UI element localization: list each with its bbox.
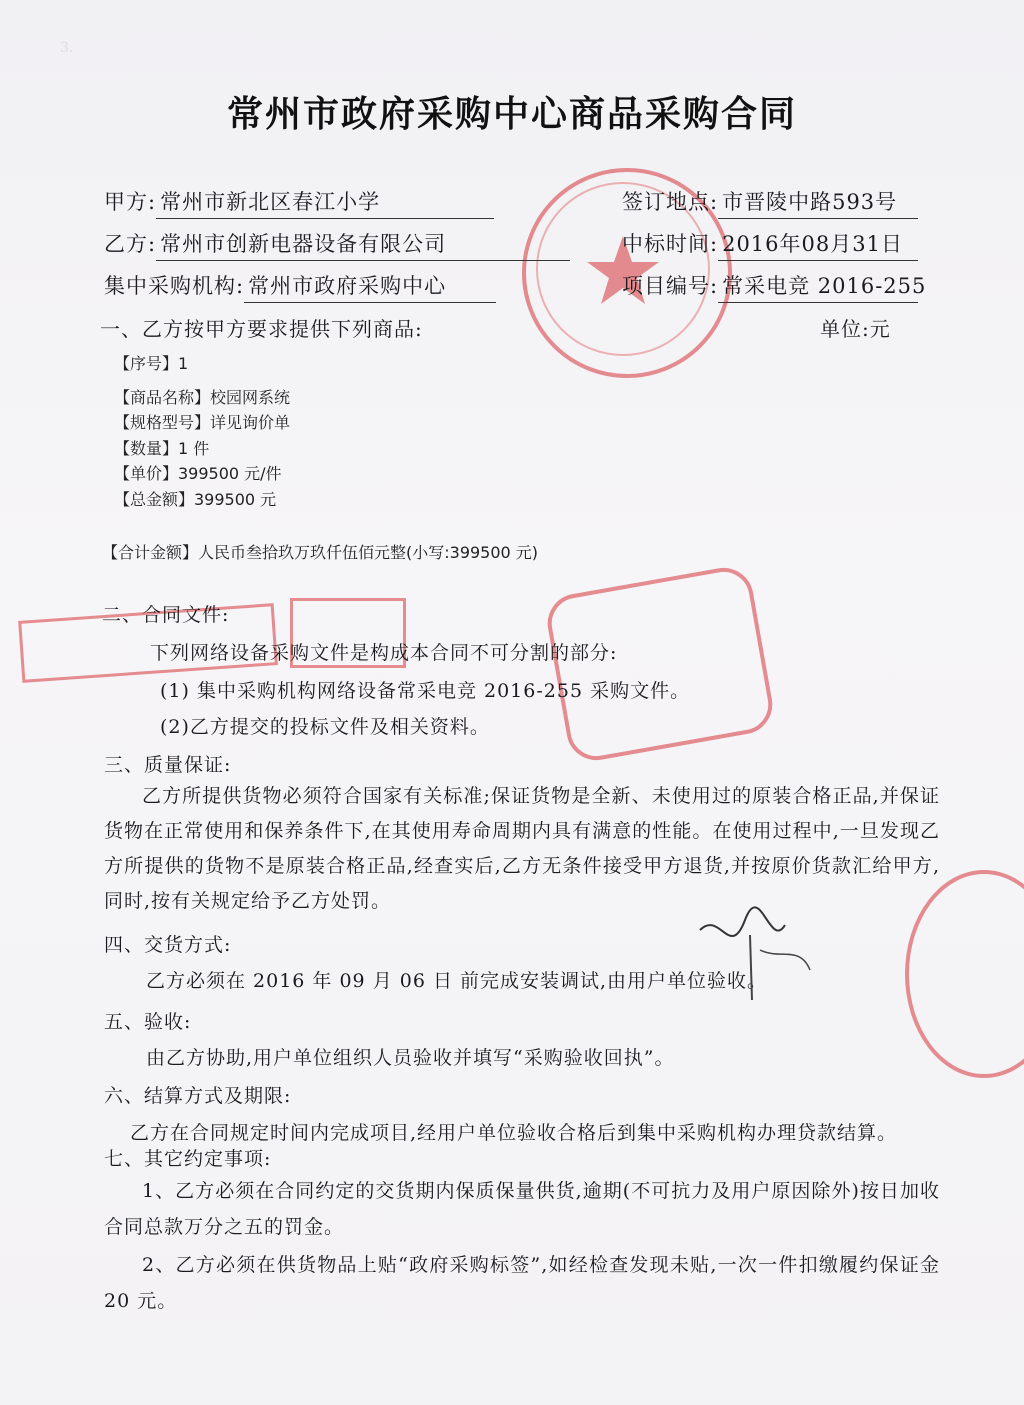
section7-heading: 七、其它约定事项:	[104, 1148, 272, 1170]
section6-text: 乙方在合同规定时间内完成项目,经用户单位验收合格后到集中采购机构办理贷款结算。	[130, 1122, 898, 1144]
sign-place-value: 市晋陵中路593号	[718, 186, 918, 219]
award-time-field	[622, 228, 918, 261]
section4-heading: 四、交货方式:	[104, 934, 232, 956]
sign-place-label: 签订地点:	[622, 190, 719, 214]
section5-heading: 五、验收:	[104, 1011, 192, 1033]
project-no-label: 项目编号:	[622, 274, 719, 298]
section4-text: 乙方必须在 2016 年 09 月 06 日 前完成安装调试,由用户单位验收。	[146, 970, 768, 992]
project-no-value: 常采电竞 2016-255	[718, 270, 918, 303]
project-no-field	[622, 270, 927, 303]
party-a-field	[104, 186, 494, 219]
party-a-value: 常州市新北区春江小学	[156, 186, 494, 219]
bleed-through-text: 3.	[60, 40, 190, 56]
item-name: 【商品名称】校园网系统	[114, 388, 291, 407]
party-a-label: 甲方:	[104, 190, 157, 214]
section3-heading: 三、质量保证:	[104, 754, 232, 776]
section3-text: 乙方所提供货物必须符合国家有关标准;保证货物是全新、未使用过的原装合格正品,并保证货物在正常使用和保养条件下,在其使用寿命周期内具有满意的性能。在使用过程中,一旦发现乙方所提供的货物不是原装合格正品,经查实后,乙方无条件接受甲方退货,并按原价货款汇给甲方,同时,按有关规定给予乙方处罚。	[104, 785, 940, 912]
agency-value: 常州市政府采购中心	[244, 270, 496, 303]
section1-heading: 一、乙方按甲方要求提供下列商品:	[100, 317, 423, 341]
section2-intro: 下列网络设备采购文件是构成本合同不可分割的部分:	[150, 642, 618, 664]
section6-heading: 六、结算方式及期限:	[104, 1085, 292, 1107]
item-unit-price: 【单价】399500 元/件	[114, 464, 282, 483]
item-serial: 【序号】1	[114, 354, 189, 373]
item-total: 【总金额】399500 元	[114, 490, 277, 509]
section2-heading: 二、合同文件:	[102, 604, 230, 626]
handwritten-signature	[690, 900, 820, 1010]
item-quantity: 【数量】1 件	[114, 439, 210, 458]
contract-title: 常州市政府采购中心商品采购合同	[226, 93, 797, 135]
agency-field	[104, 270, 496, 303]
section2-item1: (1) 集中采购机构网络设备常采电竞 2016-255 采购文件。	[160, 680, 691, 702]
section2-item2: (2)乙方提交的投标文件及相关资料。	[160, 716, 490, 738]
section7-item2: 2、乙方必须在供货物品上贴“政府采购标签”,如经检查发现未贴,一次一件扣缴履约保证金 20 元。	[104, 1254, 940, 1312]
section7-item1: 1、乙方必须在合同约定的交货期内保质保量供货,逾期(不可抗力及用户原因除外)按日加收合同总款万分之五的罚金。	[104, 1180, 940, 1238]
unit-label: 单位:元	[820, 317, 891, 341]
award-time-value: 2016年08月31日	[718, 228, 918, 261]
section5-text: 由乙方协助,用户单位组织人员验收并填写“采购验收回执”。	[146, 1047, 675, 1069]
agency-label: 集中采购机构:	[104, 274, 245, 298]
item-spec: 【规格型号】详见询价单	[114, 413, 291, 432]
sign-place-field	[622, 186, 918, 219]
party-b-label: 乙方:	[104, 232, 157, 256]
party-b-value: 常州市创新电器设备有限公司	[156, 228, 570, 261]
party-b-field	[104, 228, 570, 261]
award-time-label: 中标时间:	[622, 232, 719, 256]
total-amount: 【合计金额】人民币叁拾玖万玖仟伍佰元整(小写:399500 元)	[102, 543, 539, 562]
